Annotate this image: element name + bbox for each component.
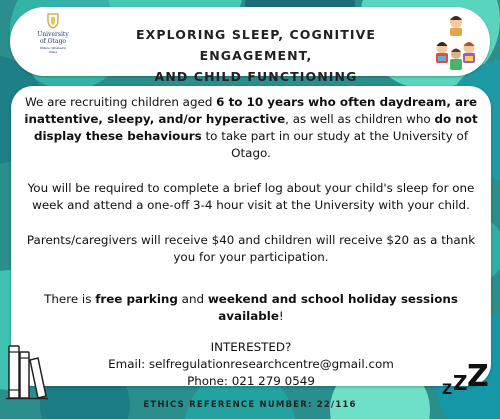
compensation-paragraph: Parents/caregivers will receive $40 and children will receive $20 as a thank you for your participation. <box>26 233 476 264</box>
ethics-reference: ETHICS REFERENCE NUMBER: 22/116 <box>143 400 357 410</box>
books-icon <box>4 338 50 400</box>
free-parking-text: free parking <box>95 292 178 306</box>
info-card <box>11 86 491 386</box>
parking-paragraph <box>17 291 485 325</box>
contact-heading: INTERESTED? <box>210 340 292 354</box>
sleep-zzz-icon <box>440 354 496 398</box>
parking-text-2: and <box>177 292 208 306</box>
recruitment-text-2: , as well as children who <box>285 112 435 126</box>
children-reading-illustration <box>432 10 480 74</box>
recruitment-control-criteria: do not display these behaviours <box>33 112 478 143</box>
parking-text-3: ! <box>278 309 284 323</box>
requirements-paragraph: You will be required to complete a brief log about your child's sleep for one week and attend a one-off 3-4 hour visit at the University with your child. <box>27 181 475 212</box>
recruitment-paragraph <box>17 94 485 162</box>
contact-email[interactable]: Email: selfregulationresearchcentre@gmail.com <box>108 357 394 371</box>
page-title <box>80 24 432 87</box>
university-logo <box>36 13 70 54</box>
recruitment-age-criteria: 6 to 10 years who often daydream, are inattentive, sleepy, and/or hyperactive <box>24 95 478 126</box>
crest-icon <box>46 13 60 29</box>
contact-phone[interactable]: Phone: 021 279 0549 <box>187 374 315 388</box>
svg-text:Z: Z <box>453 371 468 395</box>
logo-line-1: University <box>37 31 69 38</box>
logo-line-2: of Otago <box>39 38 67 45</box>
weekend-sessions-text: weekend and school holiday sessions available <box>207 292 458 323</box>
logo-tagline: Ōtākou Whakaihu Waka <box>39 46 67 54</box>
header-banner <box>10 7 490 84</box>
recruitment-text-3: to take part in our study at the University of Otago. <box>201 129 469 160</box>
title-line-1: EXPLORING SLEEP, COGNITIVE ENGAGEMENT, <box>135 27 376 63</box>
recruitment-text-1: We are recruiting children aged <box>24 95 217 109</box>
svg-text:Z: Z <box>467 359 489 394</box>
svg-text:Z: Z <box>442 382 453 398</box>
title-line-2: AND CHILD FUNCTIONING <box>154 69 358 84</box>
parking-text-1: There is <box>44 292 96 306</box>
